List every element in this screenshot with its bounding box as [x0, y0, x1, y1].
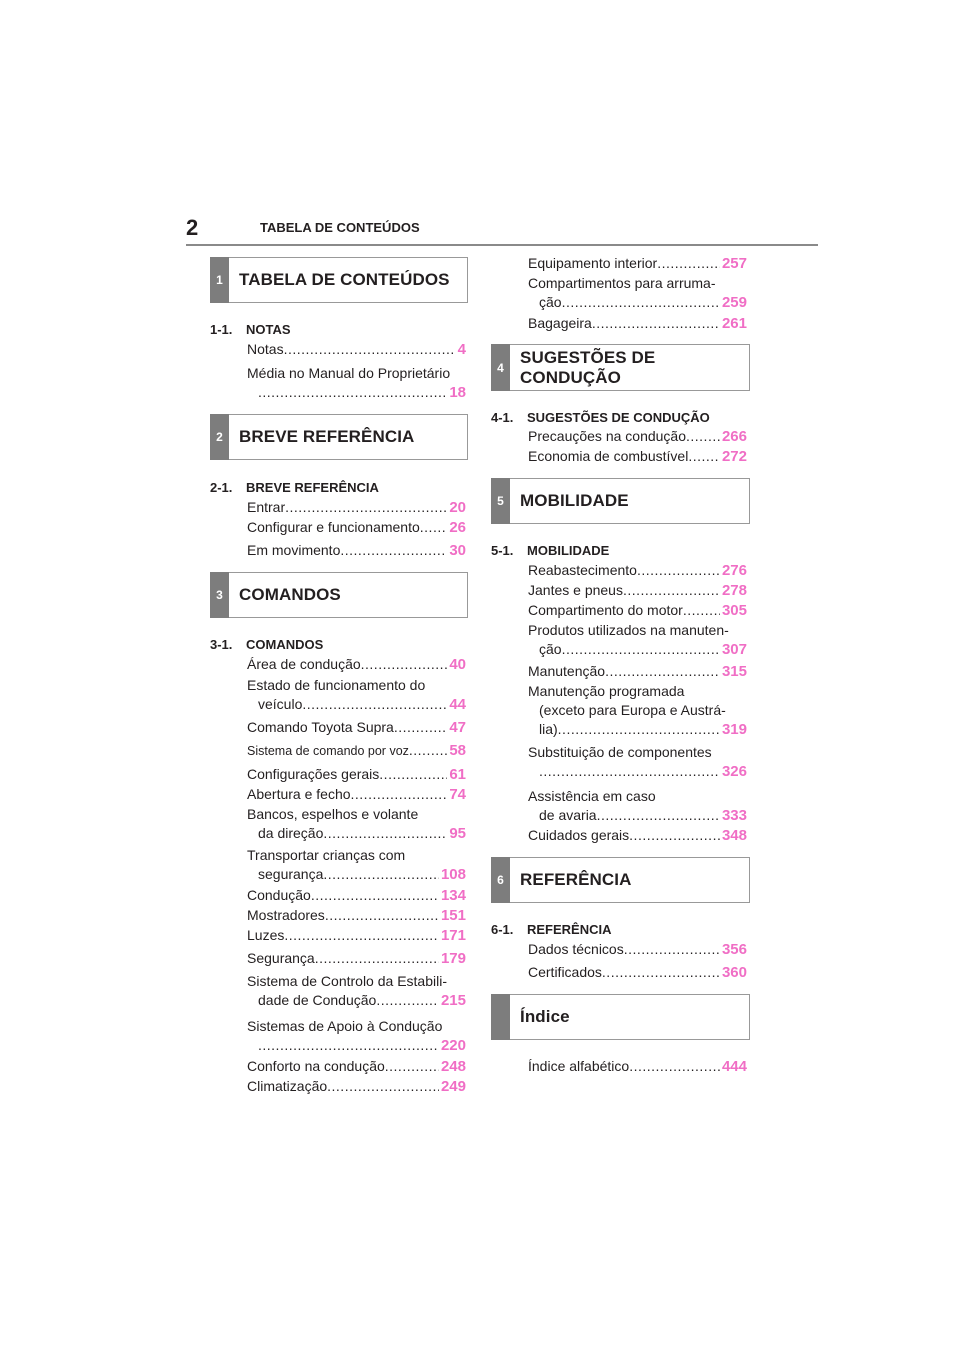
leader-dots — [602, 963, 720, 982]
toc-entry-compartimentos[interactable] — [528, 274, 747, 312]
toc-entry-media[interactable] — [247, 364, 466, 402]
leader-dots — [258, 1036, 439, 1055]
section-tab — [491, 994, 510, 1040]
toc-entry-indice[interactable] — [528, 1057, 747, 1076]
toc-entry-cuidados[interactable] — [528, 826, 747, 845]
toc-entry-notas[interactable] — [247, 340, 466, 359]
section-tab: 1 — [210, 257, 229, 303]
entry-label: Área de condução — [247, 656, 361, 672]
entry-page: 278 — [721, 582, 747, 599]
chapter-number: 5-1. — [491, 543, 514, 558]
entry-page: 134 — [440, 887, 466, 904]
entry-page: 108 — [440, 866, 466, 883]
leader-dots — [284, 926, 439, 945]
entry-label: Configurar e funcionamento — [247, 519, 420, 535]
toc-entry-programada[interactable] — [528, 682, 747, 739]
entry-label: Compartimento do motor — [528, 602, 683, 618]
leader-dots — [351, 785, 448, 804]
leader-dots — [258, 383, 447, 402]
leader-dots — [686, 427, 720, 446]
toc-entry-reabastecimento[interactable] — [528, 561, 747, 580]
leader-dots — [315, 949, 439, 968]
entry-label: Climatização — [247, 1078, 328, 1094]
leader-dots — [637, 561, 720, 580]
entry-page: 74 — [449, 786, 466, 803]
entry-page: 26 — [449, 519, 466, 536]
section-tab: 6 — [491, 857, 510, 903]
chapter-title: REFERÊNCIA — [527, 922, 612, 937]
entry-label-cont: lia) — [539, 721, 558, 737]
chapter-heading — [491, 543, 609, 559]
entry-label: Configurações gerais — [247, 766, 380, 782]
entry-label: Índice alfabético — [528, 1058, 630, 1074]
leader-dots — [420, 518, 448, 537]
entry-label: Jantes e pneus — [528, 582, 623, 598]
section-title: REFERÊNCIA — [520, 870, 632, 889]
entry-page: 272 — [721, 448, 747, 465]
toc-entry-equipamento[interactable] — [528, 254, 747, 273]
chapter-title: SUGESTÕES DE CONDUÇÃO — [527, 410, 710, 425]
entry-label: Transportar crianças com — [247, 847, 406, 863]
entry-page: 261 — [721, 315, 747, 332]
leader-dots — [562, 293, 720, 312]
leader-dots — [629, 1057, 720, 1076]
toc-entry-manutencao[interactable] — [528, 662, 747, 681]
entry-label: Entrar — [247, 499, 286, 515]
toc-entry-voz[interactable] — [247, 741, 466, 761]
toc-entry-conducao[interactable] — [247, 886, 466, 905]
section-tab: 2 — [210, 414, 229, 460]
toc-entry-estabilidade[interactable] — [247, 972, 466, 1010]
entry-label: Certificados — [528, 964, 602, 980]
entry-label: Manutenção programada — [528, 683, 685, 699]
entry-page: 58 — [449, 742, 466, 759]
entry-label: Equipamento interior — [528, 255, 658, 271]
toc-entry-seguranca[interactable] — [247, 949, 466, 968]
entry-page: 248 — [440, 1058, 466, 1075]
entry-label-cont: ção — [539, 294, 562, 310]
toc-entry-estado[interactable] — [247, 676, 466, 714]
leader-dots — [285, 498, 447, 517]
chapter-number: 6-1. — [491, 922, 514, 937]
entry-label: Luzes — [247, 927, 285, 943]
section-2-box[interactable] — [210, 414, 468, 460]
page-number: 2 — [186, 215, 199, 240]
section-title: COMANDOS — [239, 585, 341, 604]
header-rule — [186, 244, 818, 246]
entry-label: Sistema de Controlo da Estabili- — [247, 973, 447, 989]
leader-dots — [597, 806, 720, 825]
toc-entry-dados[interactable] — [528, 940, 747, 959]
leader-dots — [624, 940, 720, 959]
entry-label: Bagageira — [528, 315, 592, 331]
entry-label: Dados técnicos — [528, 941, 624, 957]
toc-entry-criancas[interactable] — [247, 846, 466, 884]
entry-label: Mostradores — [247, 907, 325, 923]
leader-dots — [325, 906, 439, 925]
entry-page: 444 — [721, 1058, 747, 1075]
leader-dots — [592, 314, 720, 333]
toc-entry-certificados[interactable] — [528, 963, 747, 982]
entry-label: Produtos utilizados na manuten- — [528, 622, 729, 638]
entry-page: 249 — [440, 1078, 466, 1095]
section-title: SUGESTÕES DE CONDUÇÃO — [520, 347, 656, 387]
toc-entry-mostradores[interactable] — [247, 906, 466, 925]
entry-label: Sistema de comando por voz — [247, 744, 409, 758]
entry-label: Segurança — [247, 950, 315, 966]
entry-page: 61 — [449, 766, 466, 783]
entry-label: Compartimentos para arruma- — [528, 275, 716, 291]
entry-label: Em movimento — [247, 542, 341, 558]
toc-entry-entrar[interactable] — [247, 498, 466, 517]
section-1-box[interactable] — [210, 257, 468, 303]
leader-dots — [302, 695, 447, 714]
chapter-title: MOBILIDADE — [527, 543, 610, 558]
toc-entry-precaucoes[interactable] — [528, 427, 747, 446]
leader-dots — [539, 762, 720, 781]
leader-dots — [558, 720, 720, 739]
entry-label: Conforto na condução — [247, 1058, 385, 1074]
section-title: Índice — [520, 1007, 570, 1026]
entry-label-cont: (exceto para Europa e Austrá- — [539, 702, 726, 718]
chapter-heading — [491, 410, 710, 426]
section-6-box[interactable] — [491, 857, 750, 903]
entry-page: 18 — [449, 384, 466, 401]
entry-page: 47 — [449, 719, 466, 736]
entry-page: 315 — [721, 663, 747, 680]
entry-label-cont: da direção — [258, 825, 324, 841]
toc-entry-supra[interactable] — [247, 718, 466, 737]
entry-page: 44 — [449, 696, 466, 713]
toc-entry-climatizacao[interactable] — [247, 1077, 466, 1096]
entry-label: Assistência em caso — [528, 788, 656, 804]
entry-page: 333 — [721, 807, 747, 824]
entry-label: Condução — [247, 887, 311, 903]
toc-entry-motor[interactable] — [528, 601, 747, 620]
entry-page: 171 — [440, 927, 466, 944]
section-title: TABELA DE CONTEÚDOS — [239, 270, 450, 289]
leader-dots — [688, 447, 720, 466]
section-4-box[interactable] — [491, 344, 750, 391]
entry-page: 348 — [721, 827, 747, 844]
chapter-number: 2-1. — [210, 480, 233, 495]
section-3-box[interactable] — [210, 572, 468, 618]
section-tab: 5 — [491, 478, 510, 524]
leader-dots — [629, 826, 720, 845]
chapter-title: COMANDOS — [246, 637, 324, 652]
entry-label: Economia de combustível — [528, 448, 689, 464]
entry-label: Reabastecimento — [528, 562, 637, 578]
leader-dots — [340, 541, 447, 560]
entry-label: Média no Manual do Proprietário — [247, 365, 451, 381]
entry-label: Notas — [247, 341, 284, 357]
entry-page: 319 — [721, 721, 747, 738]
leader-dots — [311, 886, 439, 905]
leader-dots — [657, 254, 720, 273]
leader-dots — [323, 824, 447, 843]
entry-label: Estado de funcionamento do — [247, 677, 426, 693]
entry-label: Comando Toyota Supra — [247, 719, 394, 735]
entry-page: 305 — [721, 602, 747, 619]
entry-page: 95 — [449, 825, 466, 842]
leader-dots — [562, 640, 720, 659]
entry-label: Manutenção — [528, 663, 606, 679]
entry-page: 257 — [721, 255, 747, 272]
entry-page: 307 — [721, 641, 747, 658]
entry-page: 220 — [440, 1037, 466, 1054]
section-tab: 4 — [491, 344, 510, 391]
toc-entry-config-gerais[interactable] — [247, 765, 466, 784]
entry-page: 40 — [449, 656, 466, 673]
toc-entry-jantes[interactable] — [528, 581, 747, 600]
section-5-box[interactable] — [491, 478, 750, 524]
chapter-heading — [491, 922, 612, 938]
entry-page: 326 — [721, 763, 747, 780]
leader-dots — [323, 865, 439, 884]
entry-page: 259 — [721, 294, 747, 311]
chapter-number: 4-1. — [491, 410, 514, 425]
chapter-number: 3-1. — [210, 637, 233, 652]
leader-dots — [683, 601, 720, 620]
entry-page: 215 — [440, 992, 466, 1009]
leader-dots — [409, 741, 447, 760]
toc-entry-economia[interactable] — [528, 447, 747, 466]
toc-entry-abertura[interactable] — [247, 785, 466, 804]
leader-dots — [376, 991, 439, 1010]
toc-entry-assistencia[interactable] — [528, 787, 747, 825]
entry-page: 179 — [440, 950, 466, 967]
chapter-title: NOTAS — [246, 322, 291, 337]
toc-entry-movimento[interactable] — [247, 541, 466, 560]
chapter-heading — [210, 480, 379, 496]
leader-dots — [361, 655, 448, 674]
entry-label-cont: veículo — [258, 696, 303, 712]
section-index-box[interactable] — [491, 994, 750, 1040]
toc-entry-produtos[interactable] — [528, 621, 747, 659]
toc-entry-luzes[interactable] — [247, 926, 466, 945]
leader-dots — [327, 1077, 439, 1096]
chapter-heading — [210, 637, 323, 653]
leader-dots — [605, 662, 720, 681]
section-title: MOBILIDADE — [520, 491, 629, 510]
leader-dots — [379, 765, 447, 784]
entry-page: 266 — [721, 428, 747, 445]
running-title: TABELA DE CONTEÚDOS — [260, 220, 420, 235]
entry-page: 30 — [449, 542, 466, 559]
entry-page: 356 — [721, 941, 747, 958]
entry-label-cont: de avaria — [539, 807, 597, 823]
entry-page: 151 — [440, 907, 466, 924]
leader-dots — [385, 1057, 439, 1076]
entry-label: Substituição de componentes — [528, 744, 712, 760]
toc-entry-area[interactable] — [247, 655, 466, 674]
toc-entry-apoio[interactable] — [247, 1017, 466, 1055]
entry-label-cont: segurança — [258, 866, 324, 882]
entry-label: Cuidados gerais — [528, 827, 630, 843]
entry-label: Precauções na condução — [528, 428, 686, 444]
entry-page: 276 — [721, 562, 747, 579]
toc-entry-bagageira[interactable] — [528, 314, 747, 333]
leader-dots — [394, 718, 447, 737]
toc-entry-bancos[interactable] — [247, 805, 466, 843]
entry-label: Bancos, espelhos e volante — [247, 806, 419, 822]
entry-page: 20 — [449, 499, 466, 516]
entry-label-cont: dade de Condução — [258, 992, 377, 1008]
entry-label-cont: ção — [539, 641, 562, 657]
toc-entry-conforto[interactable] — [247, 1057, 466, 1076]
chapter-heading — [210, 322, 291, 338]
section-tab: 3 — [210, 572, 229, 618]
chapter-title: BREVE REFERÊNCIA — [246, 480, 379, 495]
entry-label: Abertura e fecho — [247, 786, 351, 802]
leader-dots — [284, 340, 456, 359]
entry-page: 360 — [721, 964, 747, 981]
toc-entry-substituicao[interactable] — [528, 743, 747, 781]
leader-dots — [623, 581, 720, 600]
toc-entry-configurar[interactable] — [247, 518, 466, 537]
chapter-number: 1-1. — [210, 322, 233, 337]
section-title: BREVE REFERÊNCIA — [239, 427, 415, 446]
entry-page: 4 — [457, 341, 466, 358]
entry-label: Sistemas de Apoio à Condução — [247, 1018, 443, 1034]
